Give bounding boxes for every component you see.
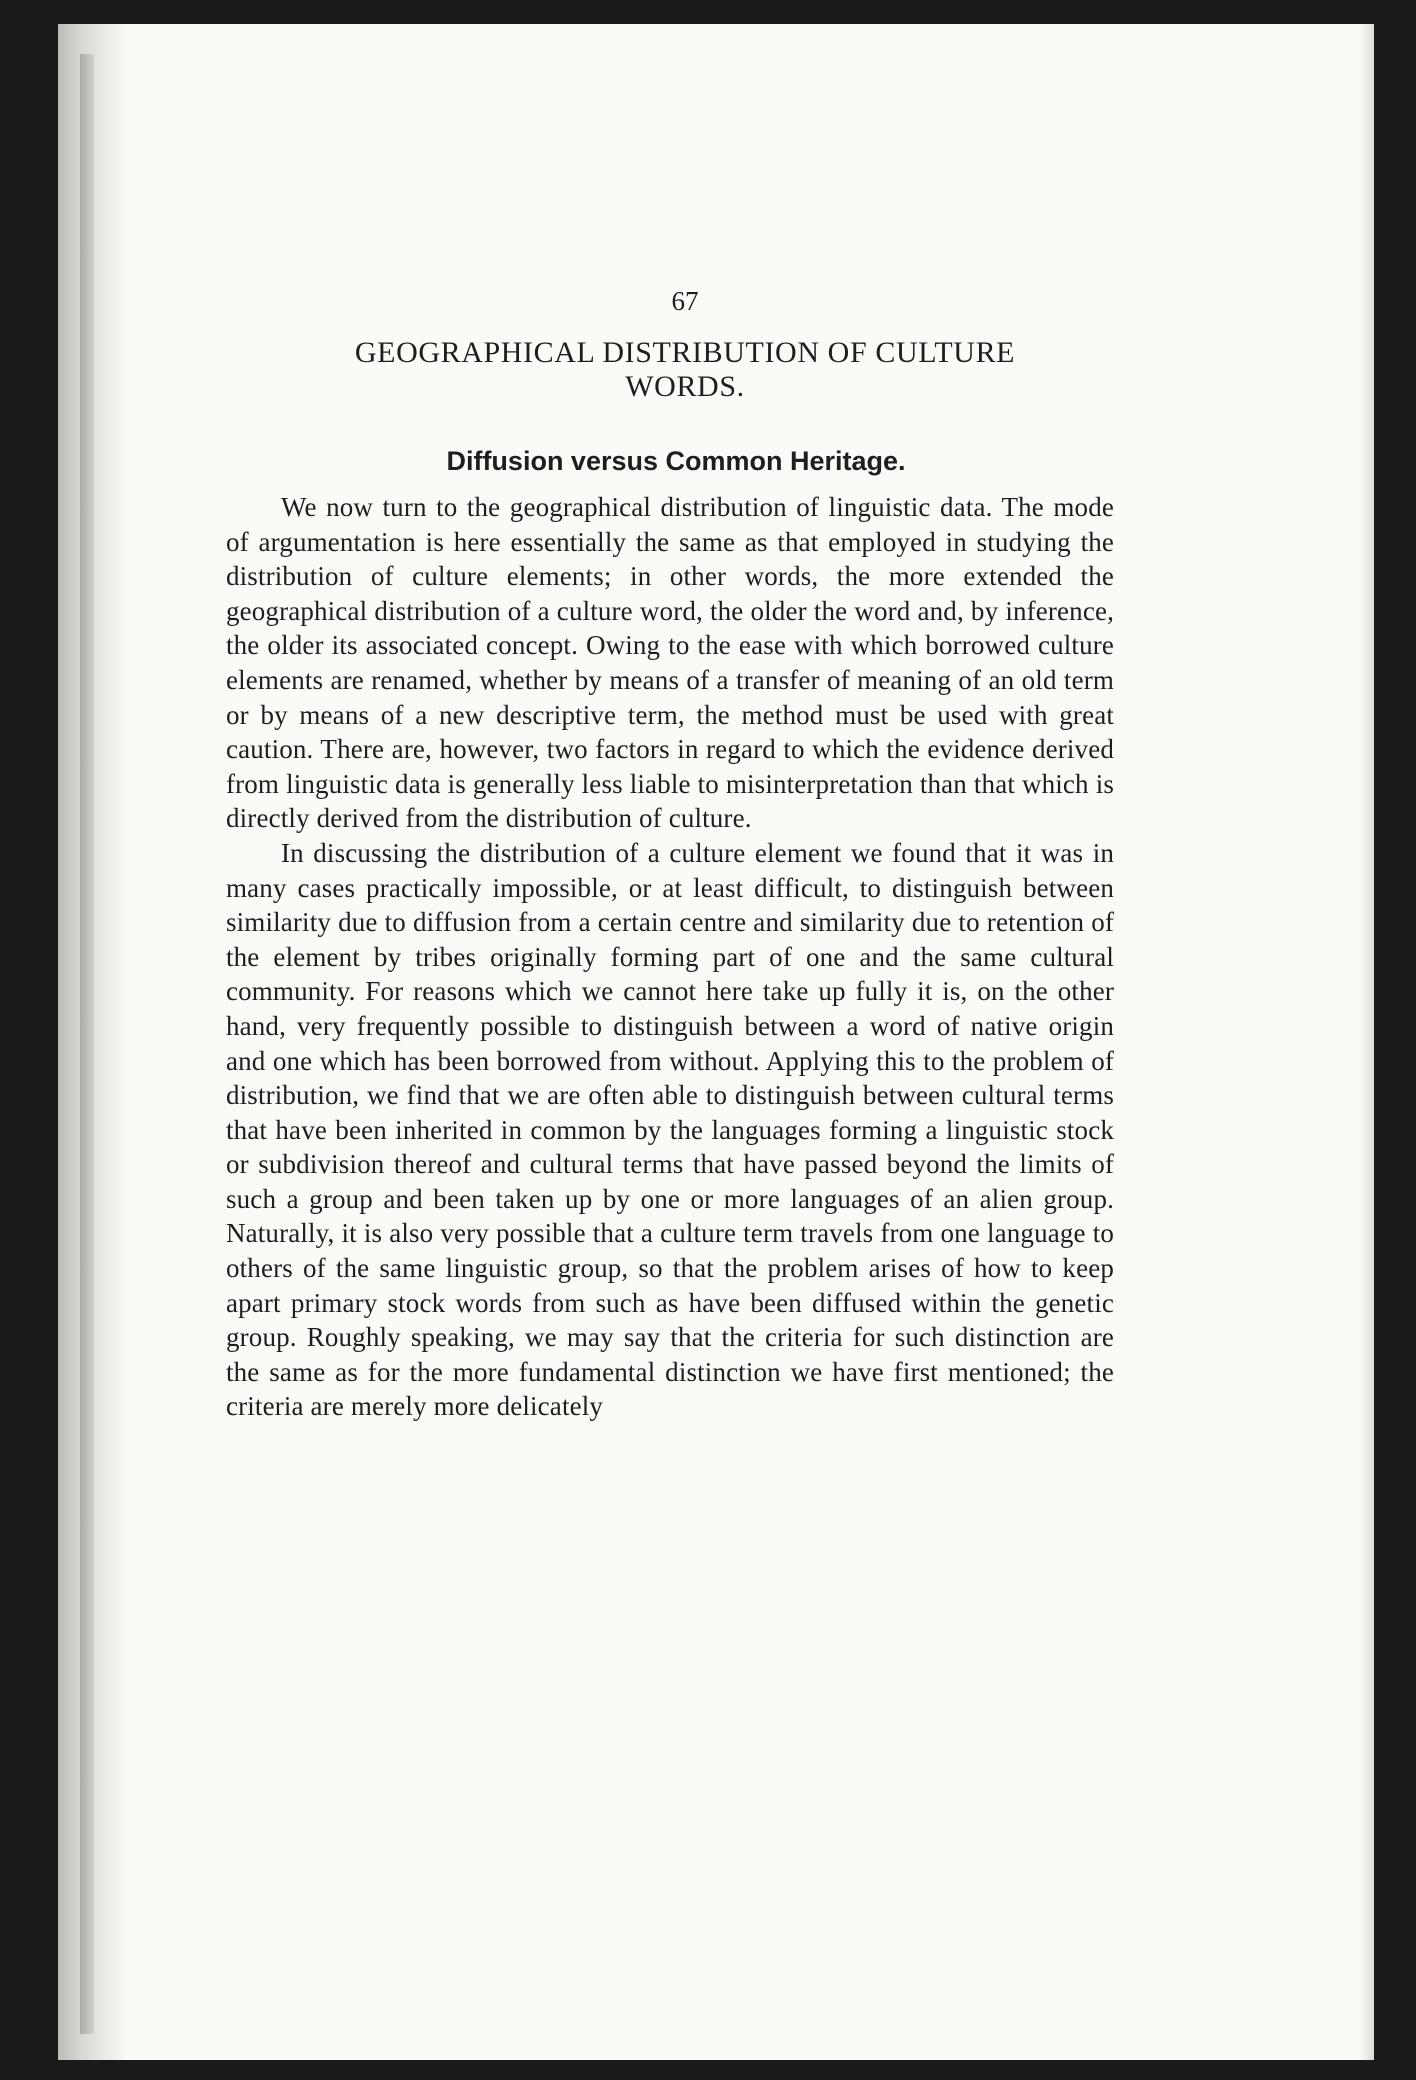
page-right-edge bbox=[1360, 24, 1374, 2060]
chapter-title-line-2: WORDS. bbox=[625, 370, 745, 403]
page-content bbox=[226, 284, 1114, 1424]
chapter-title bbox=[226, 336, 1114, 404]
binding-edge bbox=[80, 54, 94, 2034]
body-paragraph-2: In discussing the distribution of a culture element we found that it was in many cases practically impossible, or at least difficult, to distinguish between similarity due to diffusion from a certain centre and similarity due to retention of the element by tribes originally forming part of one and the same cultural community. For reasons which we cannot here take up fully it is, on the other hand, very frequently possible to distinguish between a word of native origin and one which has been borrowed from without. Applying this to the problem of distribution, we find that we are often able to distinguish between cultural terms that have been inherited in common by the languages forming a linguistic stock or subdivision thereof and cultural terms that have passed beyond the limits of such a group and been taken up by one or more languages of an alien group. Naturally, it is also very possible that a culture term travels from one language to others of the same linguistic group, so that the problem arises of how to keep apart primary stock words from such as have been diffused within the genetic group. Roughly speaking, we may say that the criteria for such distinction are the same as for the more fundamental distinction we have first mentioned; the criteria are merely more delicately bbox=[226, 837, 1114, 1422]
page-number: 67 bbox=[671, 286, 699, 316]
section-heading: Diffusion versus Common Heritage. bbox=[446, 446, 906, 476]
body-paragraph-1: We now turn to the geographical distribution of linguistic data. The mode of argumentation is here essentially the same as that employed in studying the distribution of culture elements; in other words, the more extended the geographical distribution of a culture word, the older the word and, by inference, the older its associated concept. Owing to the ease with which borrowed culture elements are renamed, whether by means of a transfer of meaning of an old term or by means of a new descriptive term, the method must be used with great caution. There are, however, two factors in regard to which the evidence derived from linguistic data is generally less liable to misinterpretation than that which is directly derived from the distribution of culture. bbox=[226, 492, 1114, 834]
chapter-title-line-1: GEOGRAPHICAL DISTRIBUTION OF CULTURE bbox=[354, 336, 1016, 369]
